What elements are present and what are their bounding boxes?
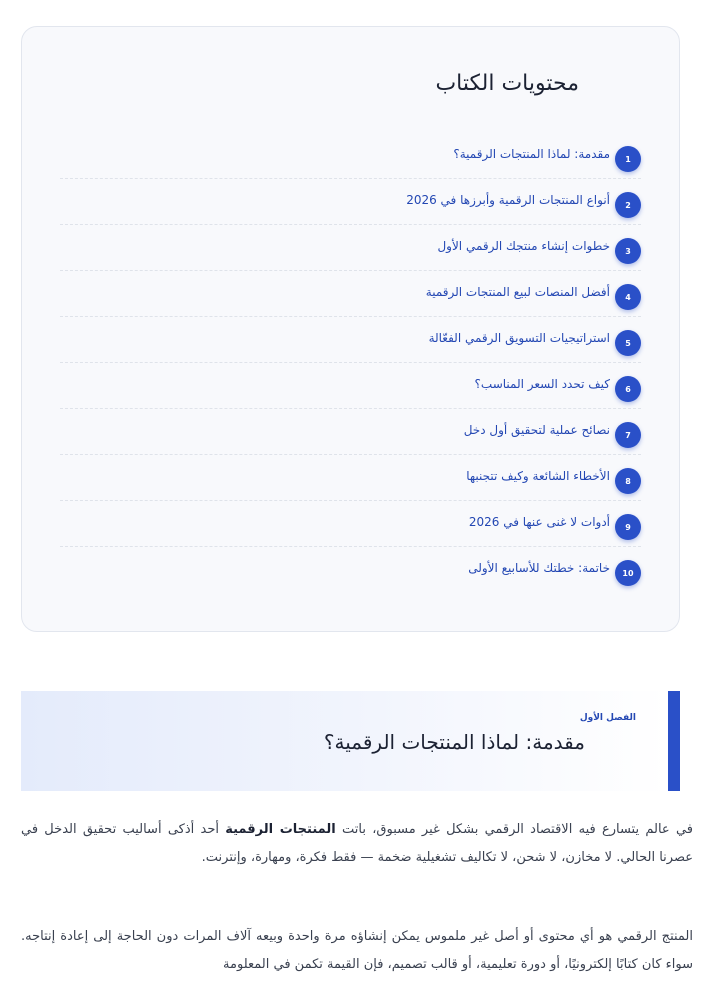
toc-item-number-badge: 8	[615, 468, 641, 494]
chapter-header	[21, 691, 680, 791]
toc-item-link[interactable]: خطوات إنشاء منتجك الرقمي الأول	[437, 238, 610, 253]
intro-text-start: في عالم يتسارع فيه الاقتصاد الرقمي بشكل غير مسبوق، باتت	[335, 822, 693, 837]
toc-item-link[interactable]: الأخطاء الشائعة وكيف تتجنبها	[466, 468, 610, 483]
definition-paragraph: المنتج الرقمي هو أي محتوى أو أصل غير ملموس يمكن إنشاؤه مرة واحدة وبيعه آلاف المرات دون الحاجة إلى إعادة إنتاجه. سواء كان كتابًا إلكترونيًا، أو دورة تعليمية، أو قالب تصميم، فإن القيمة تكمن في المعلومة	[21, 929, 693, 972]
toc-list	[60, 133, 641, 593]
toc-item[interactable]	[60, 501, 641, 547]
toc-item-number-badge: 7	[615, 422, 641, 448]
toc-item[interactable]	[60, 409, 641, 455]
toc-item[interactable]	[60, 363, 641, 409]
toc-item-link[interactable]: أنواع المنتجات الرقمية وأبرزها في 2026	[406, 192, 610, 207]
toc-item-link[interactable]: نصائح عملية لتحقيق أول دخل	[463, 422, 610, 437]
chapter-title: مقدمة: لماذا المنتجات الرقمية؟	[323, 730, 585, 754]
toc-item-number-badge: 9	[615, 514, 641, 540]
toc-item-number-badge: 10	[615, 560, 641, 586]
toc-item-number-badge: 5	[615, 330, 641, 356]
intro-text-end: أحد أذكى أساليب تحقيق الدخل في عصرنا الحالي. لا مخازن، لا شحن، لا تكاليف تشغيلية ضخمة — فقط فكرة، ومهارة، وإنترنت.	[21, 822, 693, 865]
toc-item-link[interactable]: كيف تحدد السعر المناسب؟	[474, 376, 610, 391]
toc-item[interactable]	[60, 455, 641, 501]
toc-item-number-badge: 6	[615, 376, 641, 402]
toc-item-link[interactable]: مقدمة: لماذا المنتجات الرقمية؟	[453, 146, 610, 161]
toc-item-number-badge: 3	[615, 238, 641, 264]
toc-item-number-badge: 2	[615, 192, 641, 218]
chapter-label: الفصل الأول	[579, 713, 636, 723]
toc-item[interactable]	[60, 133, 641, 179]
toc-item-link[interactable]: أفضل المنصات لبيع المنتجات الرقمية	[425, 284, 610, 299]
toc-item-link[interactable]: خاتمة: خطتك للأسابيع الأولى	[468, 561, 610, 575]
toc-title: محتويات الكتاب	[435, 71, 579, 96]
intro-bold-term: المنتجات الرقمية	[225, 822, 336, 837]
toc-item[interactable]	[60, 547, 641, 593]
toc-item[interactable]	[60, 179, 641, 225]
toc-item-link[interactable]: استراتيجيات التسويق الرقمي الفعّالة	[428, 330, 610, 345]
toc-item[interactable]	[60, 271, 641, 317]
toc-item[interactable]	[60, 225, 641, 271]
toc-item-number-badge: 1	[615, 146, 641, 172]
toc-item[interactable]	[60, 317, 641, 363]
table-of-contents-card	[21, 26, 680, 632]
intro-paragraph	[21, 816, 693, 872]
toc-item-number-badge: 4	[615, 284, 641, 310]
toc-item-link[interactable]: أدوات لا غنى عنها في 2026	[468, 514, 610, 529]
